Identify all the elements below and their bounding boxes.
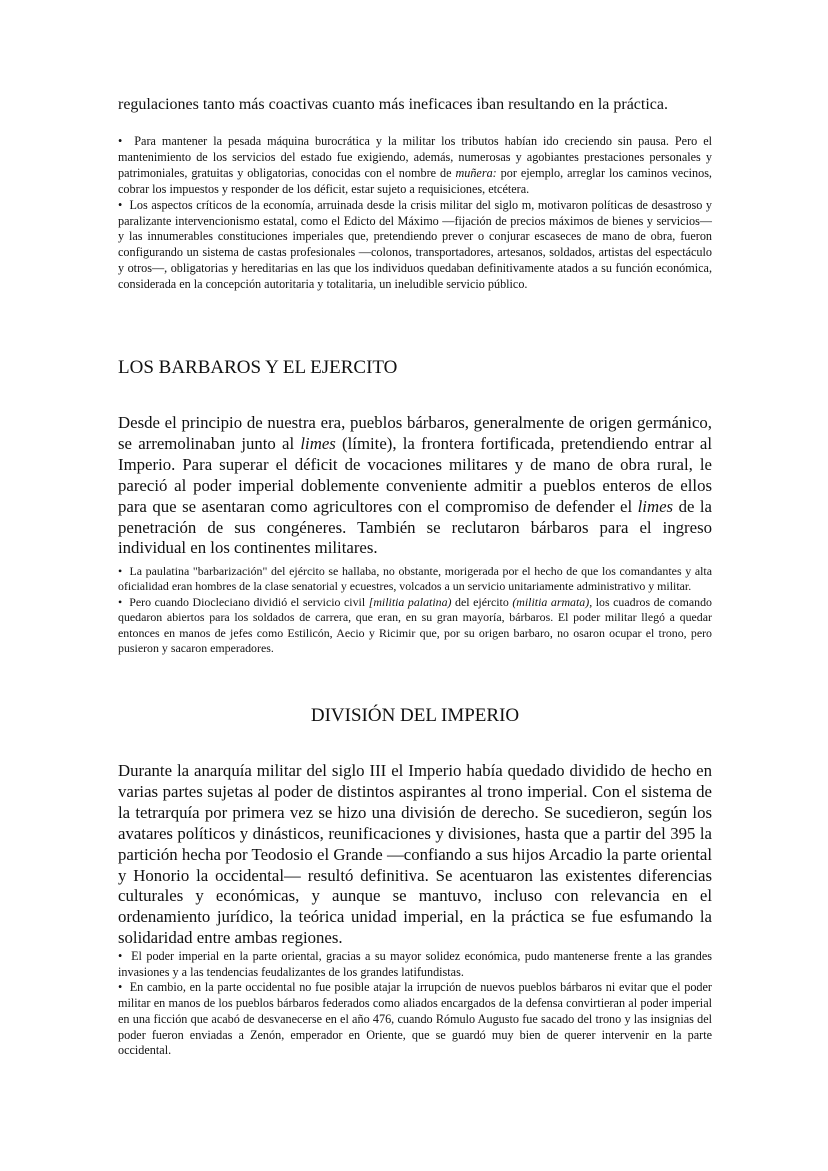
bullet-list-2 — [118, 564, 712, 656]
bullet-text: El poder imperial en la parte oriental, gracias a su mayor solidez económica, pudo mantenerse frente a las grandes invasiones y a las tendencias feudalizantes de los grandes latifundistas. — [118, 949, 712, 979]
section-paragraph: Durante la anarquía militar del siglo III el Imperio había quedado dividido de hecho en varias partes sujetas al poder de distintos aspirantes al trono imperial. Con el sistema de la tetrarquía por primera vez se hizo una división de derecho. Se sucedieron, según los avatares políticos y dinásticos, reunificaciones y divisiones, hasta que a partir del 395 la partición hecha por Teodosio el Grande —confiando a sus hijos Arcadio la parte oriental y Honorio la occidental— resultó definitiva. Se acentuaron las existentes diferencias culturales y económicas, y aunque se mantuvo, incluso con relevancia en el ordenamiento jurídico, la teórica unidad imperial, en la práctica se fue esfumando la solidaridad entre ambas regiones. — [118, 761, 712, 948]
bullet-text: los cuadros de comando quedaron abiertos para los soldados de carrera, que eran, en su gran mayoría, bárbaros. El poder militar llegó a quedar entonces en manos de jefes como Estilicón, Aecio y Ricimir que, por su origen barbaro, no osaron ocupar el trono, pero pusieron y sacaron emperadores. — [118, 594, 713, 656]
bullet-item — [118, 134, 712, 198]
bullet-emphasis: (militia armata), — [512, 594, 593, 609]
bullet-marker: • — [118, 134, 123, 148]
bullet-list-1 — [118, 134, 712, 293]
bullet-marker: • — [118, 197, 123, 212]
bullet-text: Para mantener la pesada máquina burocrática y la militar los tributos habían ido creciendo sin pausa. Pero el mantenimiento de los servicios del estado fue exigiendo, además, numerosas y agobiantes prestaciones personales y patrimoniales, gratuitas y obligatorias, conocidas con el nombre de — [118, 134, 713, 180]
paragraph-text: de la penetración de sus congéneres. También se reclutaron bárbaros para el ingreso individual en los continentes militares. — [118, 496, 712, 558]
bullet-item — [118, 949, 712, 980]
bullet-text: del ejército — [451, 594, 513, 609]
bullet-emphasis: muñera: — [455, 165, 497, 180]
paragraph-emphasis: limes — [637, 496, 674, 516]
bullet-text: En cambio, en la parte occidental no fue posible atajar la irrupción de nuevos pueblos bárbaros ni evitar que el poder militar en manos de los pueblos bárbaros federados como aliados encargados de la defensa convirtieran al poder imperial en una ficción que acabó de desvanecerse en el año 476, cuando Rómulo Augusto fue sacado del trono y las insignias del poder fueron enviadas a Zenón, emperador en Oriente, que se guardó muy bien de querer intervenir en la parte occidental. — [118, 980, 712, 1058]
bullet-marker: • — [118, 949, 123, 963]
bullet-item — [118, 980, 712, 1059]
section-heading-barbaros: LOS BARBAROS Y EL EJERCITO — [118, 357, 398, 378]
bullet-marker: • — [118, 594, 123, 609]
intro-line: regulaciones tanto más coactivas cuanto más ineficaces iban resultando en la práctica. — [118, 96, 668, 113]
paragraph-text: (límite), la frontera fortificada, pretendiendo entrar al Imperio. Para superar el déficit de vocaciones militares y de mano de obra rural, le pareció al poder imperial doblemente conveniente admitir a pueblos enteros de ellos para que se asentaran como agricultores con el compromiso de defender el — [118, 433, 712, 516]
section-heading-division: DIVISIÓN DEL IMPERIO — [310, 705, 520, 726]
bullet-text: Pero cuando Diocleciano dividió el servicio civil — [129, 594, 369, 609]
bullet-item — [118, 564, 712, 595]
bullet-text: La paulatina "barbarización" del ejército se hallaba, no obstante, morigerada por el hecho de que los comandantes y alta oficialidad eran hombres de la clase senatorial y ecuestres, volcados a un servicio unitariamente administrativo y militar. — [118, 564, 712, 594]
bullet-marker: • — [118, 980, 123, 995]
section-paragraph — [118, 413, 712, 559]
bullet-item — [118, 198, 712, 293]
bullet-text-end: por ejemplo, arreglar los caminos vecinos, cobrar los impuestos y responder de los déficit, estar sujeto a requisiciones, etcétera. — [118, 165, 712, 196]
bullet-emphasis: [militia palatina) — [368, 594, 452, 609]
paragraph-text: Desde el principio de nuestra era, pueblos bárbaros, generalmente de origen germánico, se arremolinaban junto al — [118, 413, 712, 453]
bullet-text: Los aspectos críticos de la economía, arruinada desde la crisis militar del siglo m, motivaron políticas de desastroso y paralizante intervencionismo estatal, como el Edicto del Máximo —fijación de precios máximos de bienes y servicios— y las innumerables constituciones imperiales que, pretendiendo prever o conjurar escaseces de mano de obra, fueron configurando un sistema de castas profesionales —colonos, transportadores, artesanos, soldados, artistas del espectáculo y otros—, obligatorias y hereditarias en las que los individuos quedaban definitivamente atados a su función económica, considerada en la concepción autoritaria y totalitaria, un ineludible servicio público. — [118, 197, 712, 292]
paragraph-emphasis: limes — [300, 433, 336, 453]
bullet-item — [118, 595, 712, 657]
bullet-marker: • — [118, 564, 123, 578]
bullet-list-3 — [118, 949, 712, 1059]
